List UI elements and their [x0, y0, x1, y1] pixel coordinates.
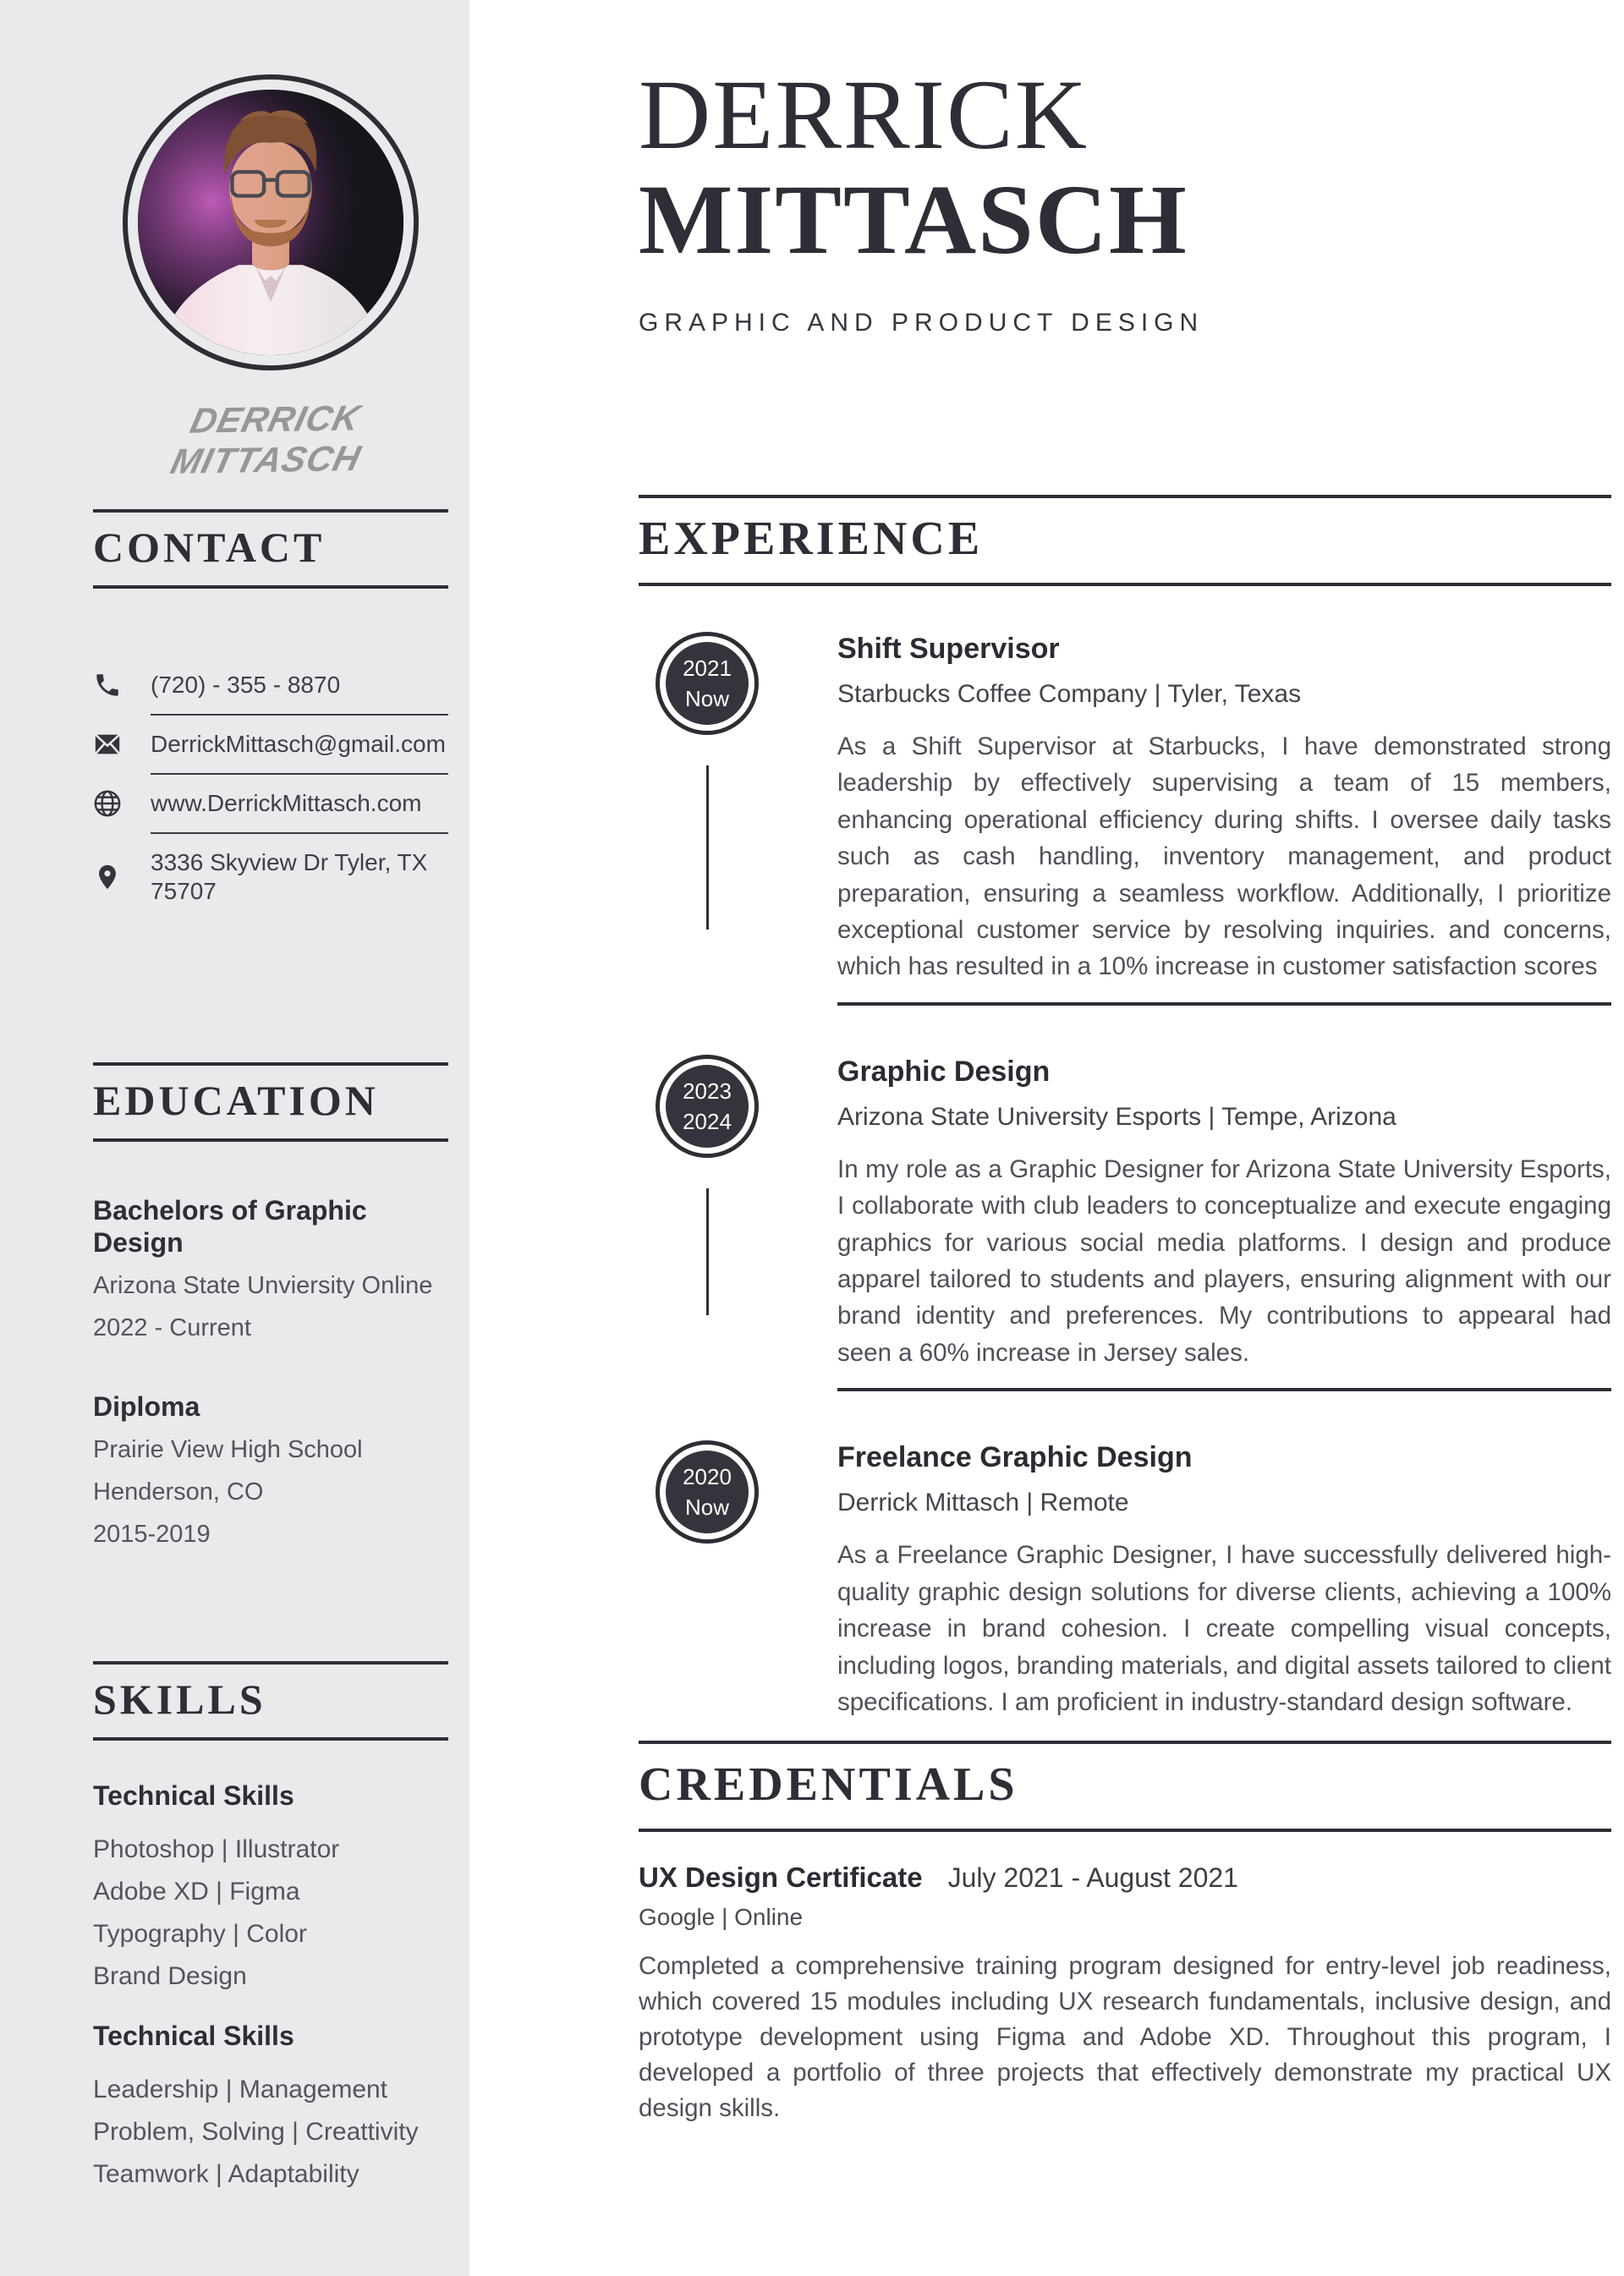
email-address[interactable]: DerrickMittasch@gmail.com [151, 731, 446, 757]
education-dates: 2022 - Current [93, 1314, 251, 1341]
skill-item: Photoshop | Illustrator [93, 1835, 340, 1863]
skill-item: Leadership | Management [93, 2076, 388, 2103]
school-location: Henderson, CO [93, 1478, 264, 1505]
job-description: In my role as a Graphic Designer for Arizona State University Esports, I collaborate with club leaders to conceptualize and execute engaging graphics for various social media platforms. I design and produce apparel tailored to students and players, ensuring alignment with our brand identity and preferences. My contributions to appearal had seen a 60% increase in Jersey sales. [837, 1154, 1611, 1367]
experience-entry [639, 1055, 1611, 1371]
company-line: Arizona State University Esports | Tempe, Arizona [837, 1102, 1396, 1131]
credential-dates: July 2021 - August 2021 [947, 1862, 1238, 1894]
timeline-badge [656, 632, 759, 735]
experience-details [837, 1440, 1611, 1720]
badge-end-year: 2024 [683, 1108, 732, 1134]
experience-timeline [639, 632, 1611, 1720]
job-role: Freelance Graphic Design [837, 1441, 1193, 1474]
email-icon [93, 730, 151, 759]
skills-heading: SKILLS [93, 1675, 266, 1723]
credential-title-row [639, 1861, 1611, 1895]
experience-entry [639, 1440, 1611, 1720]
credential-description: Completed a comprehensive training program designed for entry-level job readiness, which covered 15 modules including UX research fundamentals, inclusive design, and prototype development using Figma and Adobe XD. Throughout this program, I developed a portfolio of three projects that effectively demonstrate my practical UX design skills. [639, 1952, 1611, 2123]
badge-end-year: Now [684, 1494, 729, 1521]
contact-heading: CONTACT [93, 524, 326, 571]
experience-section-heading [639, 495, 1611, 586]
contact-row-website [93, 775, 448, 832]
school-name: Arizona State Unviersity Online [93, 1272, 433, 1299]
timeline-connector [706, 1188, 709, 1315]
timeline-rail [639, 1055, 837, 1371]
skill-item: Brand Design [93, 1962, 247, 1990]
portrait-frame [123, 74, 419, 370]
first-name: DERRICK [639, 59, 1089, 170]
timeline-rail [639, 632, 837, 985]
phone-number: (720) - 355 - 8870 [151, 672, 341, 698]
credential-issuer: Google | Online [639, 1904, 804, 1931]
degree-title: Bachelors of Graphic Design [93, 1195, 367, 1258]
education-section-heading [93, 1062, 448, 1142]
skill-item: Teamwork | Adaptability [93, 2160, 359, 2188]
last-name: MITTASCH [639, 164, 1188, 275]
badge-start-year: 2021 [683, 655, 732, 681]
skills-section-heading [93, 1661, 448, 1741]
timeline-connector [706, 765, 709, 930]
main-column [469, 0, 1624, 2276]
phone-icon [93, 671, 151, 699]
badge-start-year: 2020 [683, 1464, 732, 1490]
company-line: Derrick Mittasch | Remote [837, 1489, 1129, 1517]
contact-row-email [93, 716, 448, 773]
skill-group-title: Technical Skills [93, 2021, 294, 2051]
job-role: Graphic Design [837, 1055, 1051, 1088]
sidebar [0, 0, 469, 2276]
name-block [639, 59, 1611, 338]
timeline-rail [639, 1440, 837, 1720]
experience-heading: EXPERIENCE [639, 513, 984, 565]
skill-item: Typography | Color [93, 1920, 307, 1948]
job-description: As a Freelance Graphic Designer, I have successfully delivered high-quality graphic design solutions for diverse clients, achieving a 100% increase in brand cohesion. I create compelling visual concepts, including logos, branding materials, and digital assets tailored to client specifications. I am proficient in industry-standard design software. [837, 1541, 1611, 1716]
signature: DERRICK MITTASCH [167, 398, 365, 481]
education-heading: EDUCATION [93, 1077, 379, 1124]
badge-years [666, 1065, 749, 1148]
globe-icon [93, 789, 151, 818]
badge-start-year: 2023 [683, 1078, 732, 1104]
entry-divider [837, 1388, 1611, 1391]
experience-details [837, 632, 1611, 985]
contact-list [93, 656, 448, 920]
timeline-badge [656, 1440, 759, 1544]
entry-divider [837, 1002, 1611, 1006]
website-url[interactable]: www.DerrickMittasch.com [151, 790, 422, 816]
experience-entry [639, 632, 1611, 985]
portrait-illustration [138, 90, 403, 355]
portrait-photo [138, 90, 403, 355]
contact-section-heading [93, 509, 448, 589]
experience-details [837, 1055, 1611, 1371]
credentials-section-heading [639, 1741, 1611, 1832]
education-dates: 2015-2019 [93, 1521, 211, 1548]
badge-end-year: Now [684, 686, 729, 711]
degree-title: Diploma [93, 1391, 200, 1422]
contact-row-address [93, 834, 448, 920]
education-entry [93, 1194, 448, 1343]
credential-title: UX Design Certificate [639, 1862, 923, 1894]
skill-item: Adobe XD | Figma [93, 1878, 300, 1906]
badge-years [666, 642, 749, 725]
timeline-badge [656, 1055, 759, 1158]
credential-entry [639, 1861, 1611, 2126]
job-role: Shift Supervisor [837, 633, 1060, 665]
location-icon [93, 863, 151, 891]
job-description: As a Shift Supervisor at Starbucks, I have demonstrated strong leadership by effectively supervising a team of 15 members, enhancing operational efficiency during shifts. I oversee daily tasks such as cash handling, inventory management, and product preparation, ensuring a seamless workflow. Additionally, I prioritize exceptional customer service by resolving inquiries. and concerns, which has resulted in a 10% increase in customer satisfaction scores [837, 732, 1611, 981]
company-line: Starbucks Coffee Company | Tyler, Texas [837, 680, 1302, 708]
street-address: 3336 Skyview Dr Tyler, TX 75707 [151, 849, 428, 904]
skill-group-title: Technical Skills [93, 1780, 294, 1811]
badge-years [666, 1451, 749, 1533]
contact-row-phone [93, 656, 448, 714]
school-name: Prairie View High School [93, 1436, 363, 1463]
skill-item: Problem, Solving | Creattivity [93, 2118, 419, 2146]
credentials-heading: CREDENTIALS [639, 1758, 1018, 1812]
education-entry [93, 1390, 448, 1549]
job-title: GRAPHIC AND PRODUCT DESIGN [639, 309, 1204, 337]
